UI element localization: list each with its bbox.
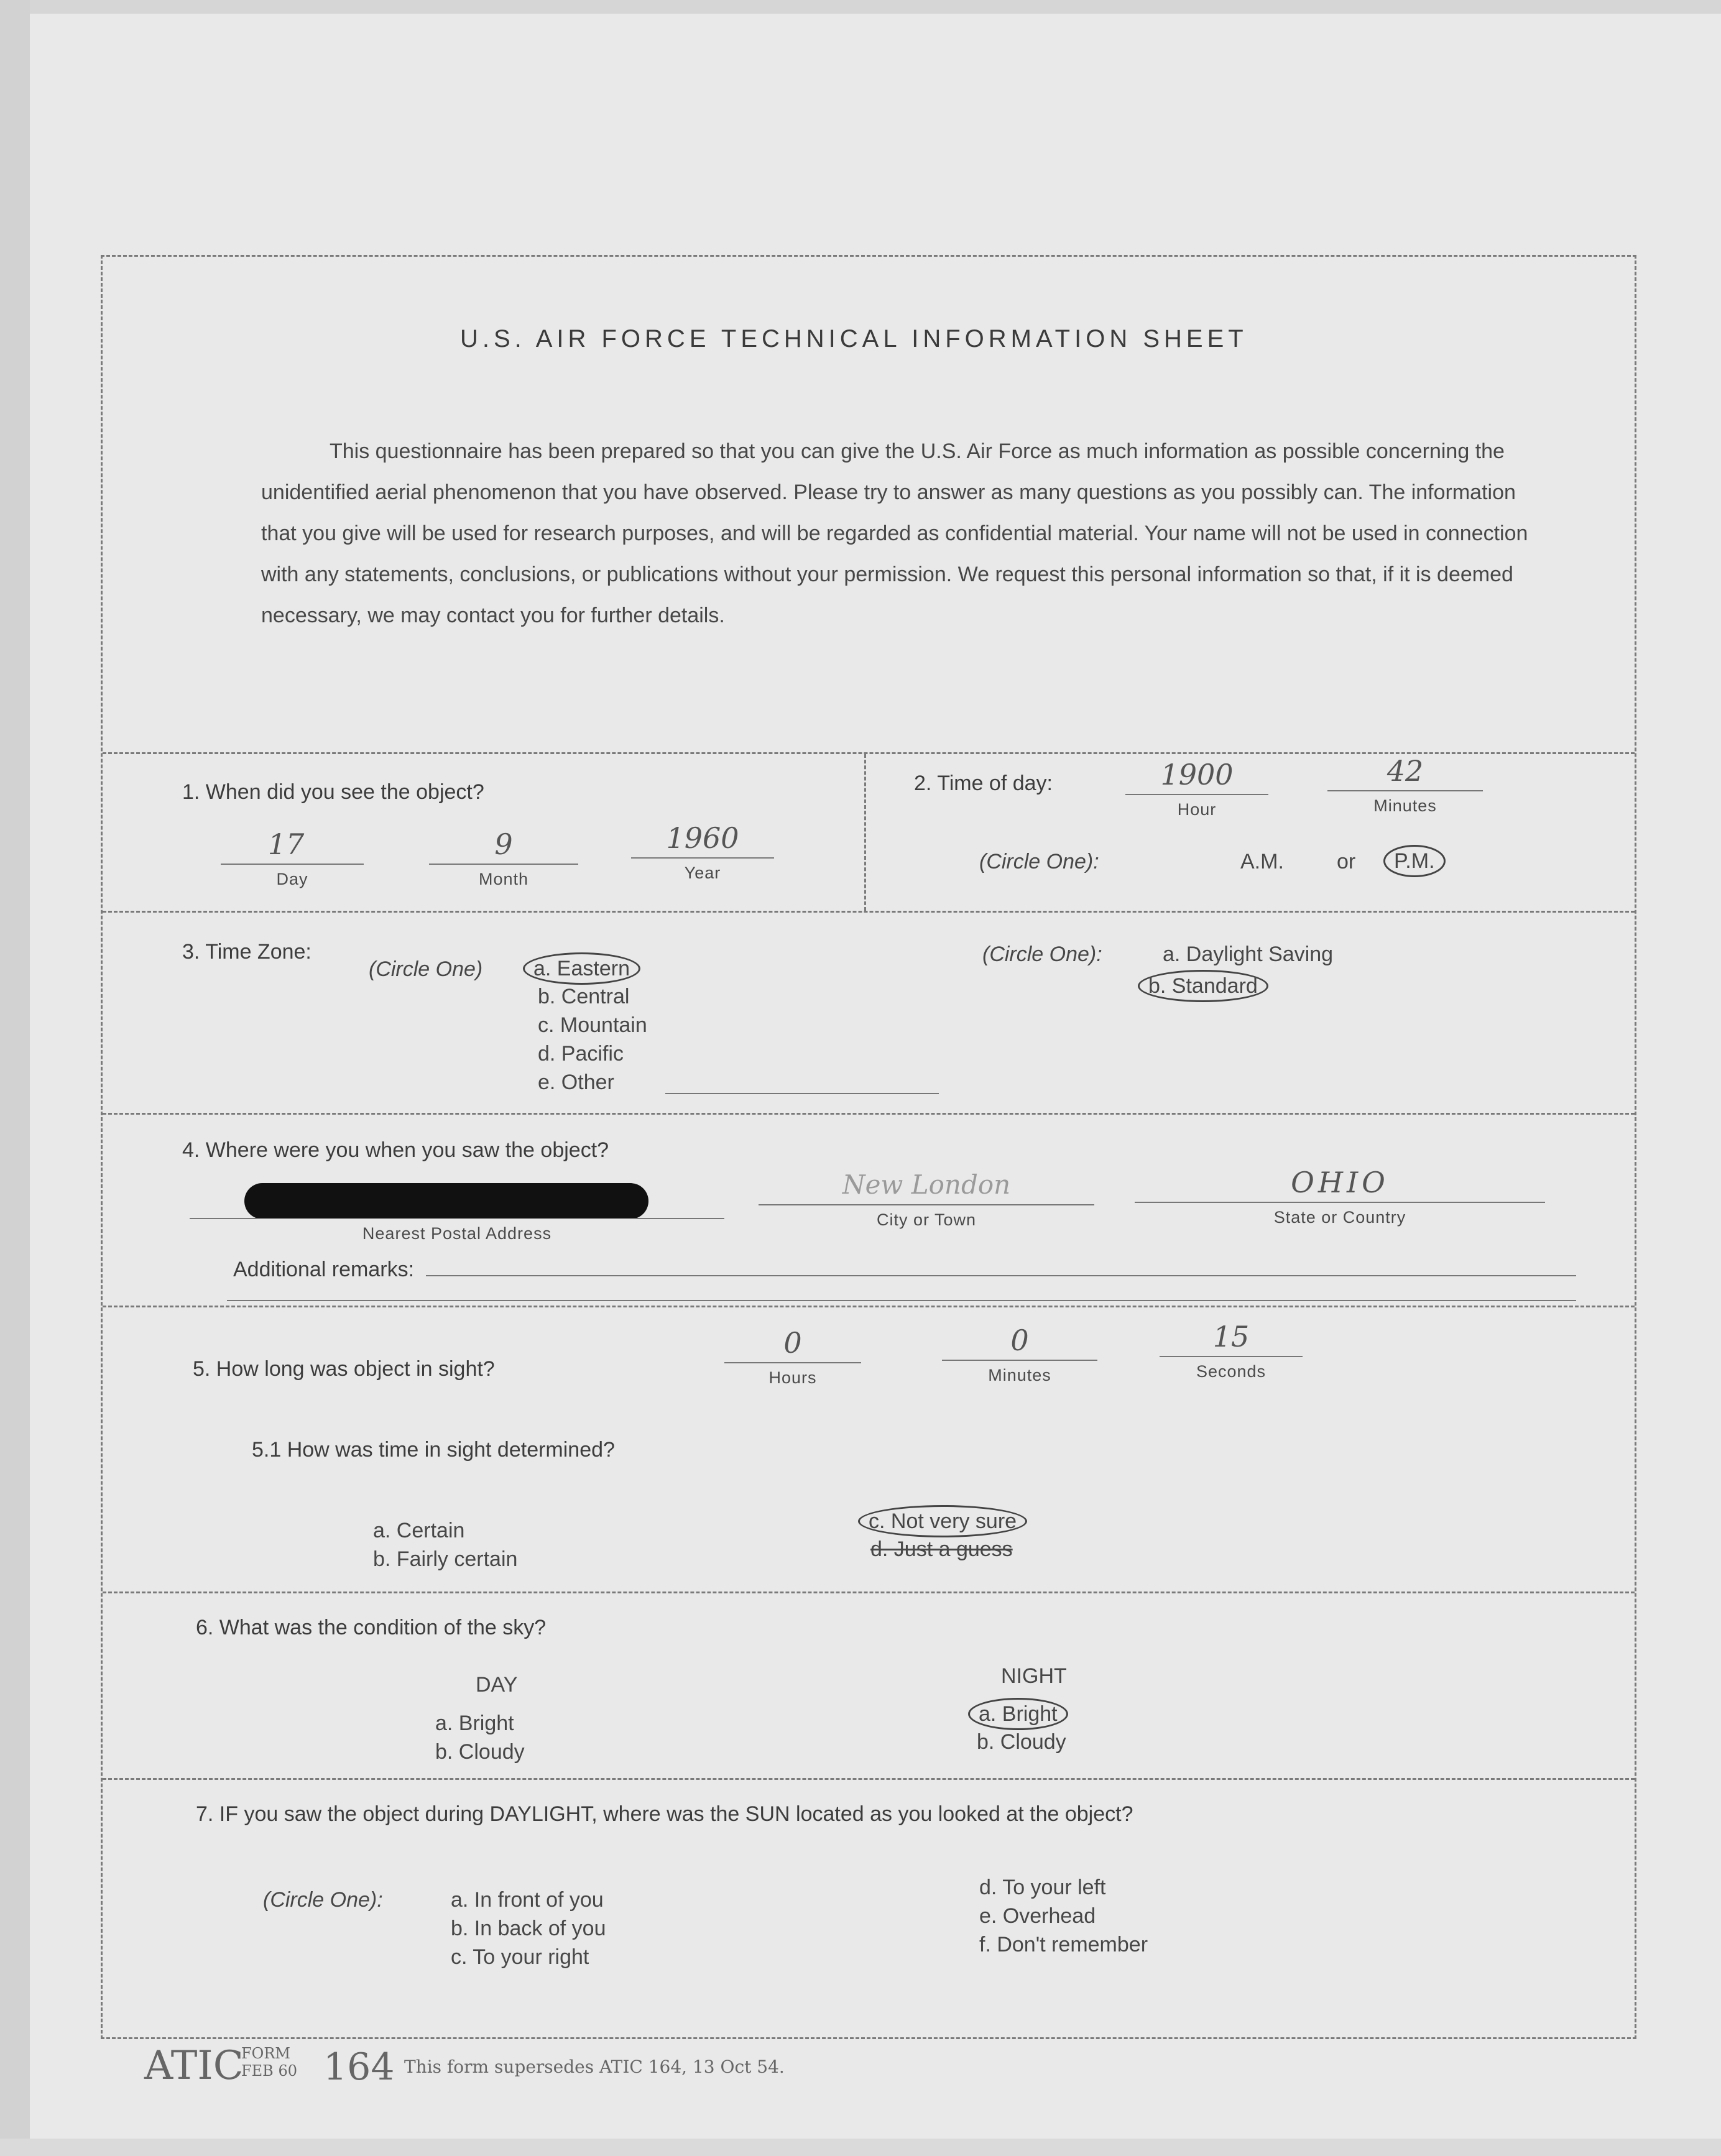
q5-1-question: 5.1 How was time in sight determined? bbox=[252, 1438, 615, 1462]
q7-circle-label: (Circle One): bbox=[263, 1888, 383, 1912]
q4-state-value[interactable]: OHIO bbox=[1291, 1166, 1389, 1199]
q6-day-heading: DAY bbox=[476, 1673, 518, 1697]
q6-night-heading: NIGHT bbox=[1001, 1664, 1067, 1688]
q1-year-value[interactable]: 1960 bbox=[666, 821, 739, 855]
q2-minutes-value[interactable]: 42 bbox=[1386, 754, 1424, 788]
q4-section bbox=[103, 1115, 1635, 1307]
q1-month-value[interactable]: 9 bbox=[494, 827, 513, 861]
q3-circle-label: (Circle One) bbox=[369, 957, 483, 981]
q2-am-option[interactable]: A.M. bbox=[1240, 850, 1284, 873]
q5-minutes-value[interactable]: 0 bbox=[1010, 1324, 1029, 1357]
q5-hours-label: Hours bbox=[768, 1368, 817, 1387]
q6-night-option-cloudy[interactable]: b. Cloudy bbox=[977, 1730, 1066, 1754]
q7-section bbox=[103, 1780, 1635, 2041]
q6-question: 6. What was the condition of the sky? bbox=[196, 1616, 547, 1639]
q4-address-label: Nearest Postal Address bbox=[362, 1224, 552, 1243]
scan-left-edge bbox=[0, 0, 30, 2156]
q6-day-option-cloudy[interactable]: b. Cloudy bbox=[435, 1740, 525, 1764]
q7-option-overhead[interactable]: e. Overhead bbox=[979, 1904, 1096, 1928]
q3-option-eastern-circled[interactable]: a. Eastern bbox=[523, 952, 640, 985]
q1-month-label: Month bbox=[478, 870, 529, 888]
q3-option-mountain[interactable]: c. Mountain bbox=[538, 1013, 647, 1037]
q7-option-to-right[interactable]: c. To your right bbox=[451, 1945, 589, 1969]
q2-pm-option-circled[interactable]: P.M. bbox=[1383, 845, 1446, 877]
q2-question: 2. Time of day: bbox=[914, 772, 1053, 795]
q3-section bbox=[103, 913, 1635, 1115]
q4-remarks-line-2[interactable] bbox=[227, 1300, 1576, 1301]
redacted-address bbox=[244, 1183, 648, 1219]
q5-option-not-very-sure-circled[interactable]: c. Not very sure bbox=[858, 1505, 1027, 1537]
q4-question: 4. Where were you when you saw the object? bbox=[182, 1138, 609, 1162]
scan-bottom-edge bbox=[0, 2139, 1721, 2156]
q1-day-label: Day bbox=[276, 870, 308, 888]
footer-atic: ATIC bbox=[144, 2043, 244, 2089]
q7-option-dont-remember[interactable]: f. Don't remember bbox=[979, 1933, 1148, 1956]
q3-option-other[interactable]: e. Other bbox=[538, 1071, 614, 1094]
q3-option-standard-circled[interactable]: b. Standard bbox=[1138, 970, 1268, 1002]
q5-option-just-a-guess[interactable]: d. Just a guess bbox=[870, 1537, 1013, 1561]
q6-section bbox=[103, 1593, 1635, 1780]
q3-option-pacific[interactable]: d. Pacific bbox=[538, 1042, 624, 1066]
q2-or-text: or bbox=[1337, 850, 1356, 873]
form-sheet bbox=[101, 255, 1636, 2039]
q3-question: 3. Time Zone: bbox=[182, 940, 311, 964]
footer-form-date: FEB 60 bbox=[241, 2062, 297, 2080]
q3-option-daylight-saving[interactable]: a. Daylight Saving bbox=[1163, 942, 1334, 966]
q7-option-to-left[interactable]: d. To your left bbox=[979, 1876, 1106, 1899]
q5-option-fairly-certain[interactable]: b. Fairly certain bbox=[373, 1547, 518, 1571]
q5-question: 5. How long was object in sight? bbox=[193, 1357, 495, 1381]
q1-q2-divider bbox=[864, 754, 866, 911]
q5-minutes-label: Minutes bbox=[988, 1366, 1051, 1384]
q4-remarks-line-1[interactable] bbox=[426, 1275, 1576, 1276]
q1-year-label: Year bbox=[684, 864, 721, 882]
q4-city-value[interactable]: New London bbox=[842, 1169, 1011, 1200]
q5-seconds-value[interactable]: 15 bbox=[1212, 1320, 1250, 1353]
q5-seconds-label: Seconds bbox=[1196, 1362, 1267, 1381]
q1-q2-section bbox=[103, 754, 1635, 913]
q7-option-in-front[interactable]: a. In front of you bbox=[451, 1888, 604, 1912]
q1-day-value[interactable]: 17 bbox=[267, 827, 305, 861]
footer-form-number: 164 bbox=[323, 2045, 395, 2089]
q4-state-label: State or Country bbox=[1273, 1208, 1406, 1227]
footer-supersedes-note: This form supersedes ATIC 164, 13 Oct 54. bbox=[404, 2057, 785, 2077]
q3-option-central[interactable]: b. Central bbox=[538, 985, 630, 1008]
q5-section bbox=[103, 1307, 1635, 1593]
q3-other-line[interactable] bbox=[665, 1093, 939, 1094]
q6-day-option-bright[interactable]: a. Bright bbox=[435, 1711, 514, 1735]
q5-hours-value[interactable]: 0 bbox=[783, 1326, 802, 1360]
q7-question: 7. IF you saw the object during DAYLIGHT, where was the SUN located as you looked at the object? bbox=[196, 1802, 1133, 1826]
q6-night-option-bright-circled[interactable]: a. Bright bbox=[968, 1698, 1068, 1730]
q7-option-in-back[interactable]: b. In back of you bbox=[451, 1917, 606, 1940]
q4-remarks-label: Additional remarks: bbox=[233, 1258, 415, 1281]
q2-hour-label: Hour bbox=[1177, 800, 1217, 819]
q3-circle-label-2: (Circle One): bbox=[982, 942, 1102, 966]
footer-form-word: FORM bbox=[241, 2045, 290, 2062]
intro-section bbox=[103, 257, 1635, 754]
q2-hour-value[interactable]: 1900 bbox=[1160, 758, 1234, 791]
q2-circle-label: (Circle One): bbox=[979, 850, 1099, 873]
scan-top-edge bbox=[0, 0, 1721, 14]
q5-option-certain[interactable]: a. Certain bbox=[373, 1519, 465, 1542]
q2-minutes-label: Minutes bbox=[1373, 796, 1437, 815]
q1-question: 1. When did you see the object? bbox=[182, 780, 484, 804]
q4-city-label: City or Town bbox=[876, 1210, 977, 1229]
form-title: U.S. AIR FORCE TECHNICAL INFORMATION SHEET bbox=[460, 325, 1248, 352]
intro-paragraph: This questionnaire has been prepared so that you can give the U.S. Air Force as much information as possible concerning the unidentified aerial phenomenon that you have observed. Please try to answer as many questions as you possibly can. The information that you give will be used for research purposes, and will be regarded as confidential material. Your name will not be used in connection with any statements, conclusions, or publications without your permission. We request this personal information so that, if it is deemed necessary, we may contact you for further details. bbox=[261, 440, 1528, 627]
